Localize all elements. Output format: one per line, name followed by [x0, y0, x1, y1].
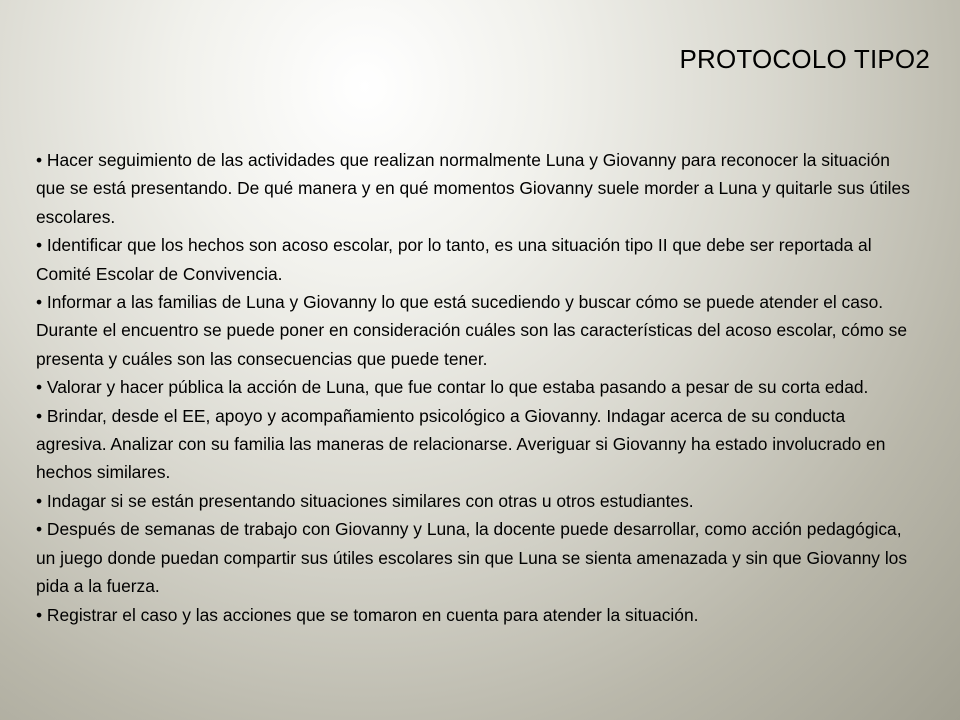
protocol-step-8: • Registrar el caso y las acciones que se tomaron en cuenta para atender la situación. — [36, 604, 699, 625]
slide-title: PROTOCOLO TIPO2 — [679, 44, 930, 74]
protocol-step-2: • Identificar que los hechos son acoso escolar, por lo tanto, es una situación tipo II que debe ser reportada al Comité Escolar de Convivencia. — [36, 235, 872, 284]
protocol-steps-list — [36, 146, 916, 629]
protocol-step-7: • Después de semanas de trabajo con Giovanny y Luna, la docente puede desarrollar, como acción pedagógica, un juego donde puedan compartir sus útiles escolares sin que Luna se sienta amenazada y sin que Giovanny los pida a la fuerza. — [36, 519, 908, 597]
protocol-step-6: • Indagar si se están presentando situaciones similares con otras u otros estudiantes. — [36, 490, 694, 511]
protocol-step-1: • Hacer seguimiento de las actividades que realizan normalmente Luna y Giovanny para reconocer la situación que se está presentando. De qué manera y en qué momentos Giovanny suele morder a Luna y quitarle sus útiles escolares. — [36, 150, 910, 227]
protocol-step-4: • Valorar y hacer pública la acción de Luna, que fue contar lo que estaba pasando a pesar de su corta edad. — [36, 377, 869, 398]
protocol-step-5: • Brindar, desde el EE, apoyo y acompañamiento psicológico a Giovanny. Indagar acerca de su conducta agresiva. Analizar con su familia las maneras de relacionarse. Averiguar si Giovanny ha estado involucrado en hechos similares. — [36, 405, 886, 483]
protocol-step-3: • Informar a las familias de Luna y Giovanny lo que está sucediendo y buscar cómo se puede atender el caso. Durante el encuentro se puede poner en consideración cuáles son las características del acoso escolar, cómo se presenta y cuáles son las consecuencias que puede tener. — [36, 292, 908, 369]
